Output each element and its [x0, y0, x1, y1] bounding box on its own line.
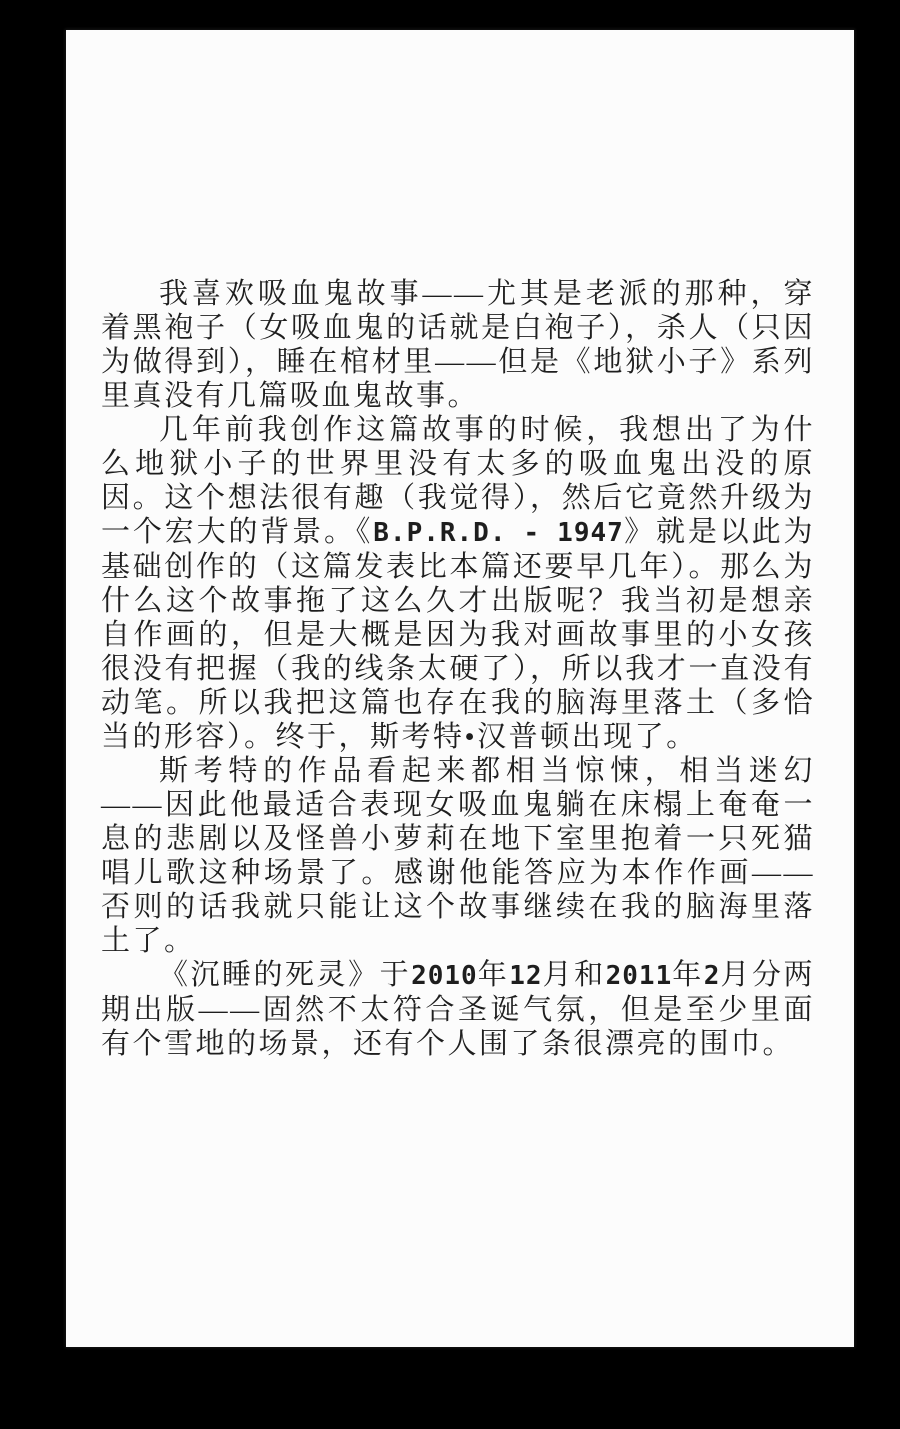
bold-text-segment: 2: [703, 961, 721, 991]
bold-text-segment: 2010: [411, 961, 478, 991]
afterword-text-block: [101, 277, 815, 1061]
paragraph-1: [101, 277, 815, 413]
bold-text-segment: B.P.R.D. - 1947: [373, 518, 624, 548]
bold-text-segment: 2011: [605, 961, 673, 991]
bold-text-segment: 12: [509, 961, 543, 991]
paragraph-4: [101, 958, 815, 1061]
text-segment: 年: [477, 959, 510, 991]
text-segment: 月和: [542, 959, 606, 991]
text-segment: 《沉睡的死灵》于: [159, 959, 412, 991]
scanned-page: [66, 30, 854, 1347]
paragraph-3: [101, 754, 815, 958]
paragraph-2: [101, 413, 815, 754]
text-segment: 》就是以此为基础创作的（这篇发表比本篇还要早几年）。那么为什么这个故事拖了这么久才出版呢？我当初是想亲自作画的，但是大概是因为我对画故事里的小女孩很没有把握（我的线条太硬了），所以我才一直没有动笔。所以我把这篇也存在我的脑海里落土（多恰当的形容）。终于，斯考特•汉普顿出现了。: [101, 516, 815, 753]
text-segment: 斯考特的作品看起来都相当惊悚，相当迷幻——因此他最适合表现女吸血鬼躺在床榻上奄奄一息的悲剧以及怪兽小萝莉在地下室里抱着一只死猫唱儿歌这种场景了。感谢他能答应为本作作画——否则的话我就只能让这个故事继续在我的脑海里落土了。: [101, 755, 815, 957]
text-segment: 月分两期出版——固然不太符合圣诞气氛，但是至少里面有个雪地的场景，还有个人围了条很漂亮的围巾。: [101, 959, 815, 1060]
text-segment: 年: [672, 959, 704, 991]
text-segment: 几年前我创作这篇故事的时候，我想出了为什么地狱小子的世界里没有太多的吸血鬼出没的原因。这个想法很有趣（我觉得），然后它竟然升级为一个宏大的背景。《: [101, 414, 815, 548]
text-segment: 我喜欢吸血鬼故事——尤其是老派的那种，穿着黑袍子（女吸血鬼的话就是白袍子），杀人（只因为做得到），睡在棺材里——但是《地狱小子》系列里真没有几篇吸血鬼故事。: [101, 278, 815, 412]
